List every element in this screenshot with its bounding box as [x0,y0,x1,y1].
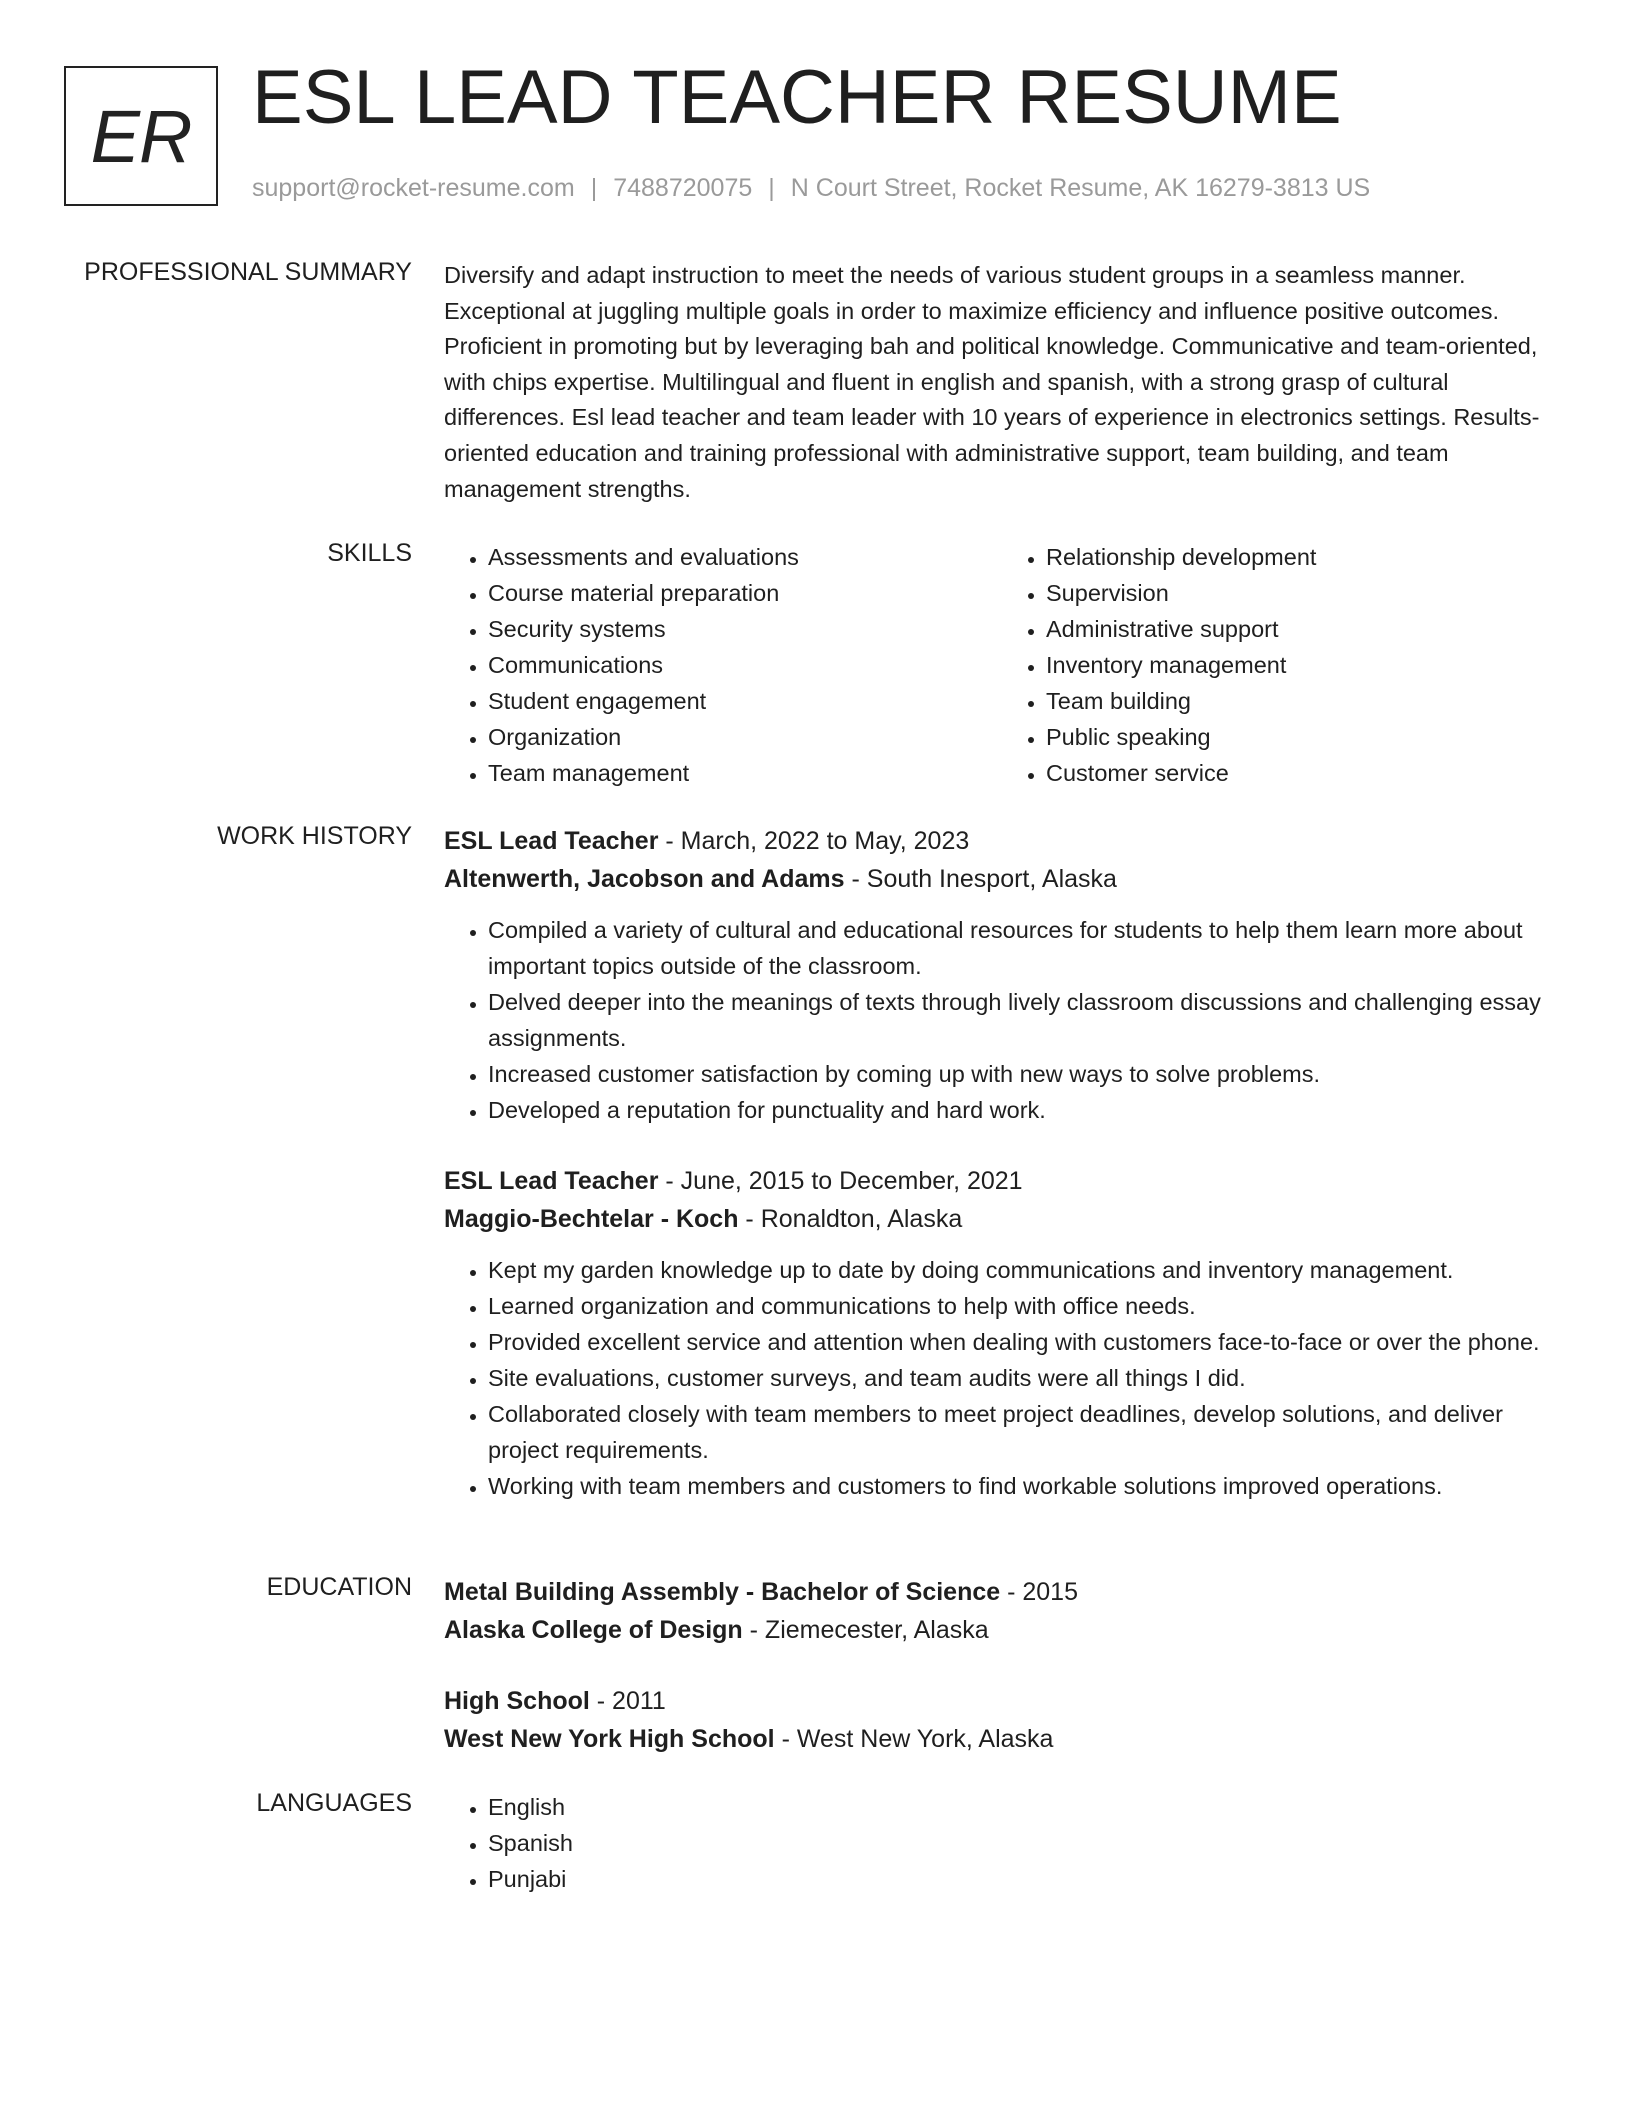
job-location: Ronaldton, Alaska [760,1205,963,1233]
skill-item: • Communications [488,647,1002,683]
job-employer-line: Maggio-Bechtelar - Koch - Ronaldton, Alaska [444,1205,963,1233]
job-bullet: • Delved deeper into the meanings of texts through lively classroom discussions and challenging essay assignments. [488,984,1560,1056]
resume-title: ESL LEAD TEACHER RESUME [252,55,1342,140]
summary-text: Diversify and adapt instruction to meet the needs of various student groups in a seamless manner. Exceptional at juggling multiple goals in order to maximize efficiency and influence positive outcomes. Proficient in promoting but by leveraging bah and political knowledge. Communicative and team-oriented, with chips expertise. Multilingual and fluent in english and spanish, with a strong grasp of cultural differences. Esl lead teacher and team leader with 10 years of experience in electronics settings. Results-oriented education and training professional with administrative support, team building, and team management strengths. [444,262,1540,502]
section-label-work: WORK HISTORY [217,822,412,850]
education-year: 2011 [612,1687,666,1715]
skill-item: • Customer service [1046,755,1560,791]
job-employer: Altenwerth, Jacobson and Adams [444,865,845,893]
skill-item: • Relationship development [1046,539,1560,575]
languages-list [444,1789,1560,1897]
job-bullet: • Increased customer satisfaction by coming up with new ways to solve problems. [488,1056,1560,1092]
skills-grid [444,539,1560,791]
contact-line [252,174,1370,203]
job-bullet: • Kept my garden knowledge up to date by doing communications and inventory management. [488,1252,1560,1288]
education-school: West New York High School [444,1725,775,1753]
job-bullet: • Compiled a variety of cultural and educational resources for students to help them learn more about important topics outside of the classroom. [488,912,1560,984]
job-title-line: ESL Lead Teacher - June, 2015 to December, 2021 [444,1167,1023,1195]
skill-item: • Supervision [1046,575,1560,611]
skills-list-left [444,539,1002,791]
job-employer-line: Altenwerth, Jacobson and Adams - South Inesport, Alaska [444,865,1117,893]
job-location: South Inesport, Alaska [866,865,1117,893]
skill-item: • Security systems [488,611,1002,647]
education-year: 2015 [1022,1578,1078,1606]
job-bullet: • Developed a reputation for punctuality and hard work. [488,1092,1560,1128]
education-school: Alaska College of Design [444,1616,743,1644]
contact-separator: | [768,174,775,202]
job-bullet: • Provided excellent service and attention when dealing with customers face-to-face or over the phone. [488,1324,1560,1360]
education-school-line: West New York High School - West New York, Alaska [444,1725,1054,1753]
contact-address: N Court Street, Rocket Resume, AK 16279-3813 US [790,174,1371,202]
skill-item: • Student engagement [488,683,1002,719]
section-label-education: EDUCATION [266,1573,412,1601]
education-entry [444,1573,1560,1649]
job-entry [444,1162,1560,1504]
skill-item: • Administrative support [1046,611,1560,647]
language-item: • Spanish [488,1825,1560,1861]
job-dates: June, 2015 to December, 2021 [680,1167,1023,1195]
skill-item: • Public speaking [1046,719,1560,755]
education-location: West New York, Alaska [796,1725,1054,1753]
contact-separator: | [590,174,598,202]
job-title-line: ESL Lead Teacher - March, 2022 to May, 2023 [444,827,970,855]
education-school-line: Alaska College of Design - Ziemecester, Alaska [444,1616,989,1644]
education-location: Ziemecester, Alaska [764,1616,989,1644]
skills-list-right [1002,539,1560,791]
language-item: • Punjabi [488,1861,1560,1897]
job-bullet: • Collaborated closely with team members to meet project deadlines, develop solutions, and deliver project requirements. [488,1396,1560,1468]
section-label-languages: LANGUAGES [256,1789,412,1817]
job-bullets [444,1252,1560,1504]
job-entry [444,822,1560,1128]
job-bullet: • Learned organization and communications to help with office needs. [488,1288,1560,1324]
job-bullet: • Working with team members and customers to find workable solutions improved operations. [488,1468,1560,1504]
skill-item: • Course material preparation [488,575,1002,611]
skill-item: • Organization [488,719,1002,755]
skill-item: • Team management [488,755,1002,791]
contact-phone: 7488720075 [613,174,753,202]
education-entry [444,1682,1560,1758]
job-bullet: • Site evaluations, customer surveys, and team audits were all things I did. [488,1360,1560,1396]
contact-email: support@rocket-resume.com [252,174,575,202]
education-degree: Metal Building Assembly - Bachelor of Science [444,1578,1001,1606]
job-dates: March, 2022 to May, 2023 [680,827,970,855]
monogram-badge: ER [64,66,218,206]
education-degree-line: High School - 2011 [444,1687,666,1715]
education-degree: High School [444,1687,590,1715]
job-title: ESL Lead Teacher [444,827,659,855]
skill-item: • Team building [1046,683,1560,719]
section-label-summary: PROFESSIONAL SUMMARY [84,258,412,286]
education-degree-line: Metal Building Assembly - Bachelor of Science - 2015 [444,1578,1078,1606]
job-bullets [444,912,1560,1128]
job-employer: Maggio-Bechtelar - Koch [444,1205,739,1233]
language-item: • English [488,1789,1560,1825]
job-title: ESL Lead Teacher [444,1167,659,1195]
section-label-skills: SKILLS [327,539,412,567]
skill-item: • Assessments and evaluations [488,539,1002,575]
skill-item: • Inventory management [1046,647,1560,683]
